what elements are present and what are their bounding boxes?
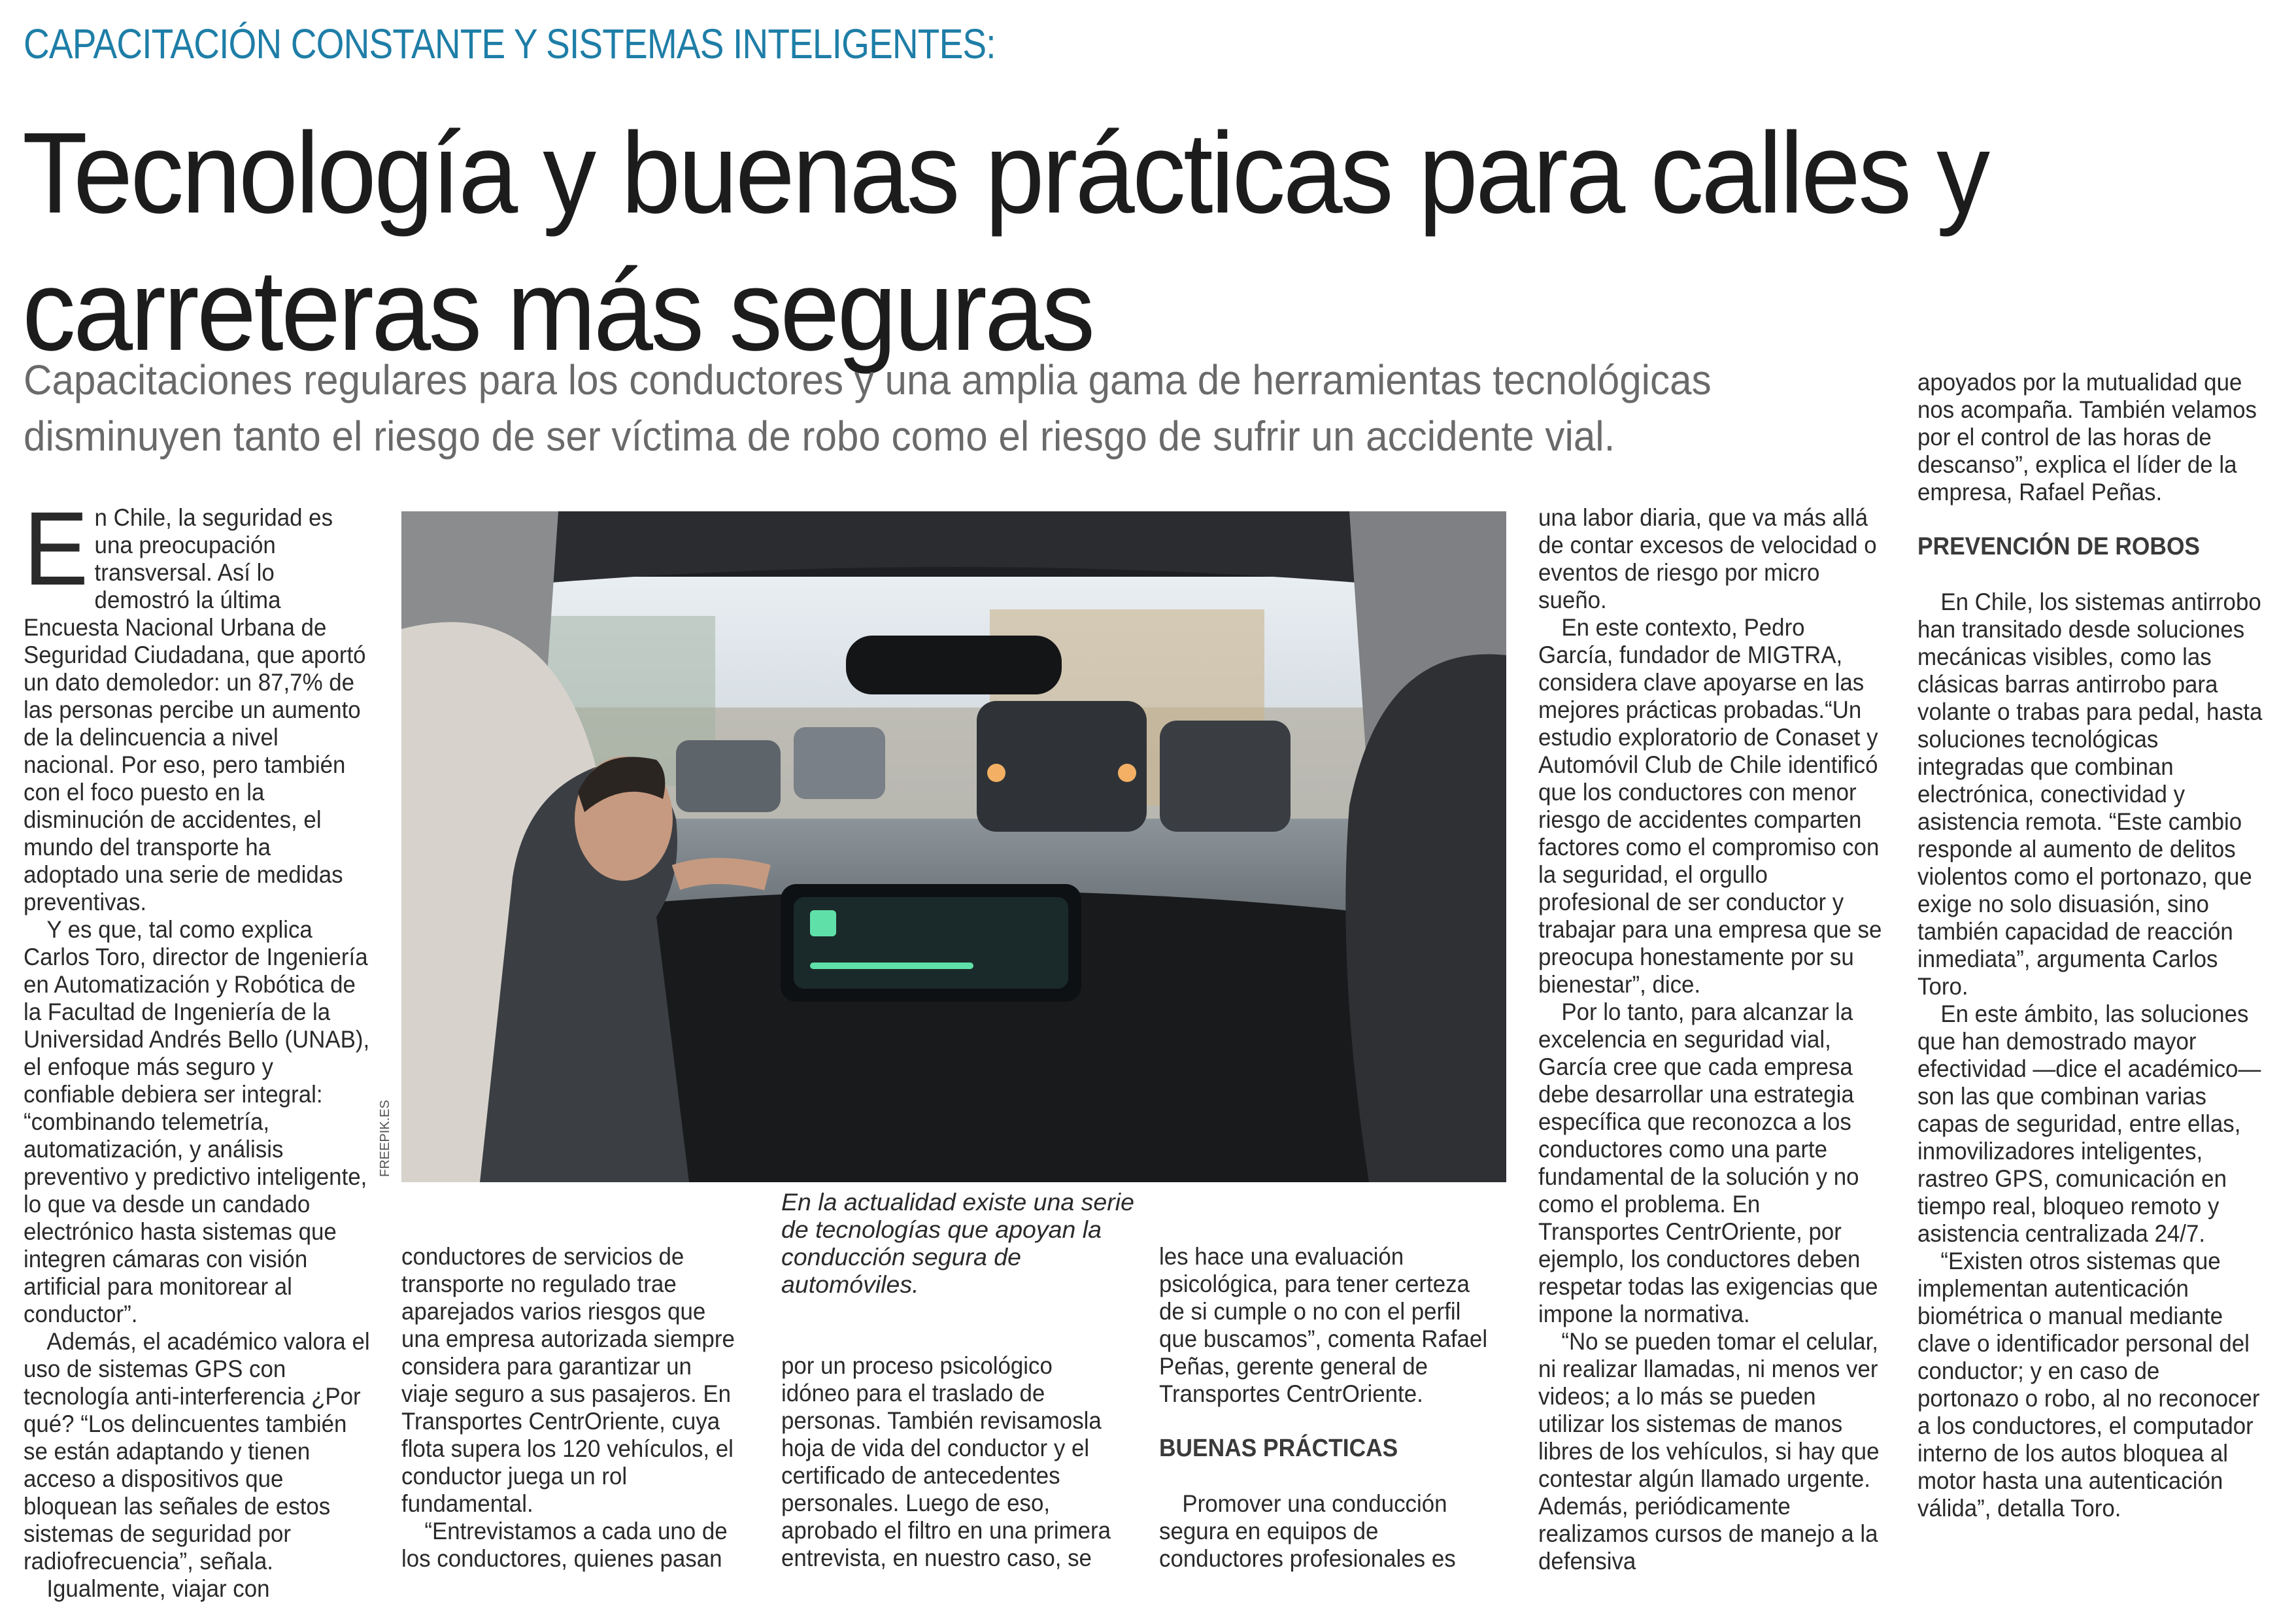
photo-credit: FREEPIK.ES — [378, 1100, 392, 1177]
paragraph: Igualmente, viajar con — [46, 1575, 270, 1602]
dek: Capacitaciones regulares para los conductores y una amplia gama de herramientas tecnológicas disminuyen tanto el riesgo de ser víctima de robo como el riesgo de sufrir un accidente vial. — [24, 356, 1712, 460]
paragraph: “Entrevistamos a cada uno de los conductores, quienes pasan — [401, 1517, 728, 1572]
headline: Tecnología y buenas prácticas para calles y carreteras más seguras — [22, 109, 1988, 375]
drop-cap: E — [24, 490, 89, 607]
paragraph: Y es que, tal como explica Carlos Toro, director de Ingeniería en Automatización y Robótica de la Facultad de Ingeniería de la Universidad Andrés Bello (UNAB), el enfoque más seguro y confiable debiera ser integral: “combinando telemetría, automatización, y análisis preventivo y predictivo inteligente, lo que va desde un candado electrónico hasta sistemas que integren cámaras con visión artificial para monitorear al conductor”. — [24, 915, 370, 1327]
paragraph: una labor diaria, que va más allá de contar excesos de velocidad o eventos de riesgo por micro sueño. — [1538, 503, 1877, 613]
column-6 — [1917, 368, 2264, 1522]
column-5 — [1538, 503, 1885, 1575]
paragraph: Por lo tanto, para alcanzar la excelencia en seguridad vial, García cree que cada empresa debe desarrollar una estrategia específica que reconozca a los conductores como una parte fundamental de la solución y no como el problema. En Transportes CentrOriente, por ejemplo, los conductores deben respetar todas las exigencias que impone la normativa. — [1538, 998, 1878, 1327]
paragraph: “No se pueden tomar el celular, ni realizar llamadas, ni menos ver videos; a lo más se pueden utilizar los sistemas de manos libres de los vehículos, si hay que contestar algún llamado urgente. Además, periódicamente realizamos cursos de manejo a la defensiva — [1538, 1327, 1880, 1575]
kicker: CAPACITACIÓN CONSTANTE Y SISTEMAS INTELIGENTES: — [24, 20, 996, 67]
paragraph: “Existen otros sistemas que implementan autenticación biométrica o manual mediante clave o identificador personal del conductor; y en caso de portonazo o robo, al no reconocer a los conductores, el computador interno de los autos bloquea al motor hasta una autenticación válida”, detalla Toro. — [1917, 1247, 2260, 1522]
paragraph: En Chile, los sistemas antirrobo han transitado desde soluciones mecánicas visibles, como las clásicas barras antirrobo para volante o trabas para pedal, hasta soluciones tecnológicas integradas que combinan electrónica, conectividad y asistencia remota. “Este cambio responde al aumento de delitos violentos como el portonazo, que exige no solo disuasión, sino también capacidad de reacción inmediata”, argumenta Carlos Toro. — [1917, 588, 2263, 1000]
article-photo — [401, 511, 1506, 1182]
column-1 — [24, 490, 370, 1602]
column-2 — [401, 1242, 742, 1572]
paragraph: les hace una evaluación psicológica, para tener certeza de si cumple o no con el perfil que buscamos”, comenta Rafael Peñas, gerente general de Transportes CentrOriente. — [1159, 1242, 1488, 1407]
paragraph: En Chile, la seguridad es una preocupación transversal. Así lo demostró la última Encuesta Nacional Urbana de Seguridad Ciudadana, que aportó un dato demoledor: un 87,7% de las personas percibe un aumento de la delincuencia a nivel nacional. Por eso, pero también con el foco puesto en la disminución de accidentes, el mundo del transporte ha adoptado una serie de medidas preventivas. — [24, 490, 366, 915]
section-heading: BUENAS PRÁCTICAS — [1159, 1435, 1398, 1462]
paragraph: Además, el académico valora el uso de sistemas GPS con tecnología anti-interferencia ¿Por qué? “Los delincuentes también se están adaptando y tienen acceso a dispositivos que bloquean las señales de estos sistemas de seguridad por radiofrecuencia”, señala. — [24, 1327, 370, 1575]
paragraph: En este contexto, Pedro García, fundador de MIGTRA, considera clave apoyarse en las mejores prácticas probadas.“Un estudio exploratorio de Conaset y Automóvil Club de Chile identificó que los conductores con menor riesgo de accidentes comparten factores como el compromiso con la seguridad, el orgullo profesional de ser conductor y trabajar para una empresa que se preocupa honestamente por su bienestar”, dice. — [1538, 613, 1882, 998]
column-4 — [1159, 1242, 1500, 1572]
car-interior-illustration — [401, 511, 1506, 1182]
photo-caption: En la actualidad existe una serie de tecnologías que apoyan la conducción segura de automóviles. — [781, 1188, 1134, 1298]
paragraph: Promover una conducción segura en equipos de conductores profesionales es — [1159, 1490, 1456, 1572]
paragraph: En este ámbito, las soluciones que han demostrado mayor efectividad —dice el académico— son las que combinan varias capas de seguridad, entre ellas, inmovilizadores inteligentes, rastreo GPS, comunicación en tiempo real, bloqueo remoto y asistencia centralizada 24/7. — [1917, 1000, 2261, 1247]
paragraph: conductores de servicios de transporte no regulado trae aparejados varios riesgos que una empresa autorizada siempre considera para garantizar un viaje seguro a sus pasajeros. En Transportes CentrOriente, cuya flota supera los 120 vehículos, el conductor juega un rol fundamental. — [401, 1242, 735, 1517]
paragraph: por un proceso psicológico idóneo para el traslado de personas. También revisamosla hoja de vida del conductor y el certificado de antecedentes personales. Luego de eso, aprobado el filtro en una primera entrevista, en nuestro caso, se — [781, 1352, 1111, 1571]
paragraph: apoyados por la mutualidad que nos acompaña. También velamos por el control de las horas de descanso”, explica el líder de la empresa, Rafael Peñas. — [1917, 368, 2257, 505]
column-3 — [781, 1352, 1122, 1571]
section-heading: PREVENCIÓN DE ROBOS — [1917, 533, 2201, 560]
